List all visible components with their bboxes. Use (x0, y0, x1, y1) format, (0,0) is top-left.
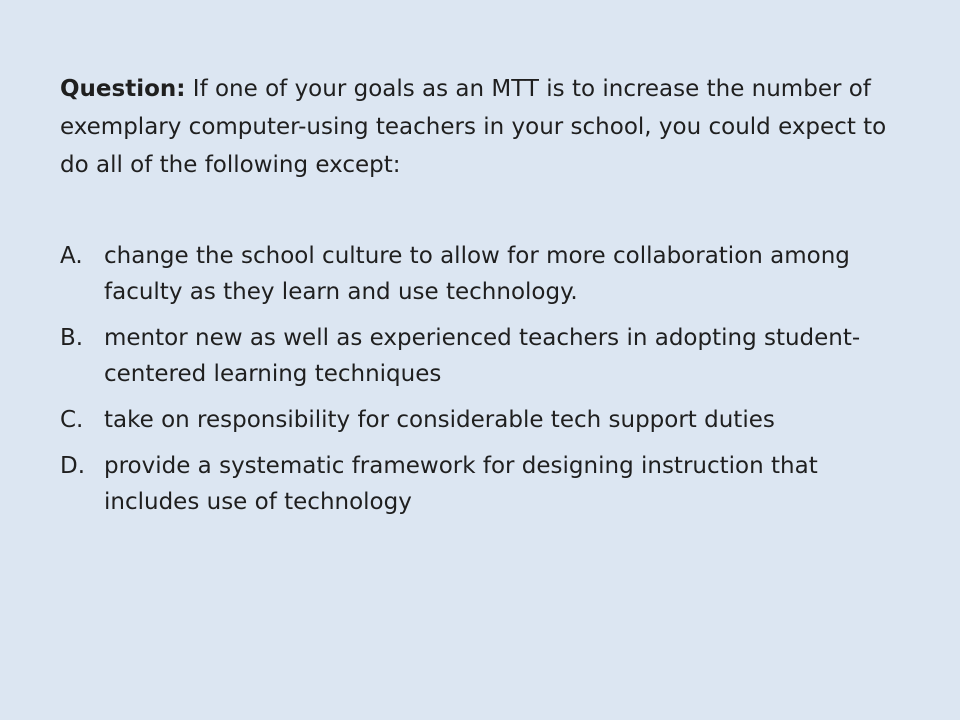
question-text (60, 70, 900, 184)
option-letter: A. (60, 243, 83, 269)
answer-options (60, 238, 900, 520)
slide-content (60, 70, 900, 530)
question-label: Question: (60, 76, 186, 102)
option-b (60, 320, 900, 392)
option-letter: C. (60, 407, 84, 433)
spacer (60, 184, 900, 238)
option-c (60, 402, 900, 438)
option-text: mentor new as well as experienced teachers in adopting student-centered learning techniques (104, 325, 861, 387)
option-d (60, 448, 900, 520)
option-text: take on responsibility for considerable tech support duties (104, 407, 775, 433)
option-letter: D. (60, 453, 86, 479)
option-letter: B. (60, 325, 84, 351)
option-a (60, 238, 900, 310)
option-text: provide a systematic framework for designing instruction that includes use of technology (104, 453, 818, 515)
option-text: change the school culture to allow for more collaboration among faculty as they learn and use technology. (104, 243, 850, 305)
question-body: If one of your goals as an MTT is to increase the number of exemplary computer-using teachers in your school, you could expect to do all of the following except: (60, 76, 887, 178)
